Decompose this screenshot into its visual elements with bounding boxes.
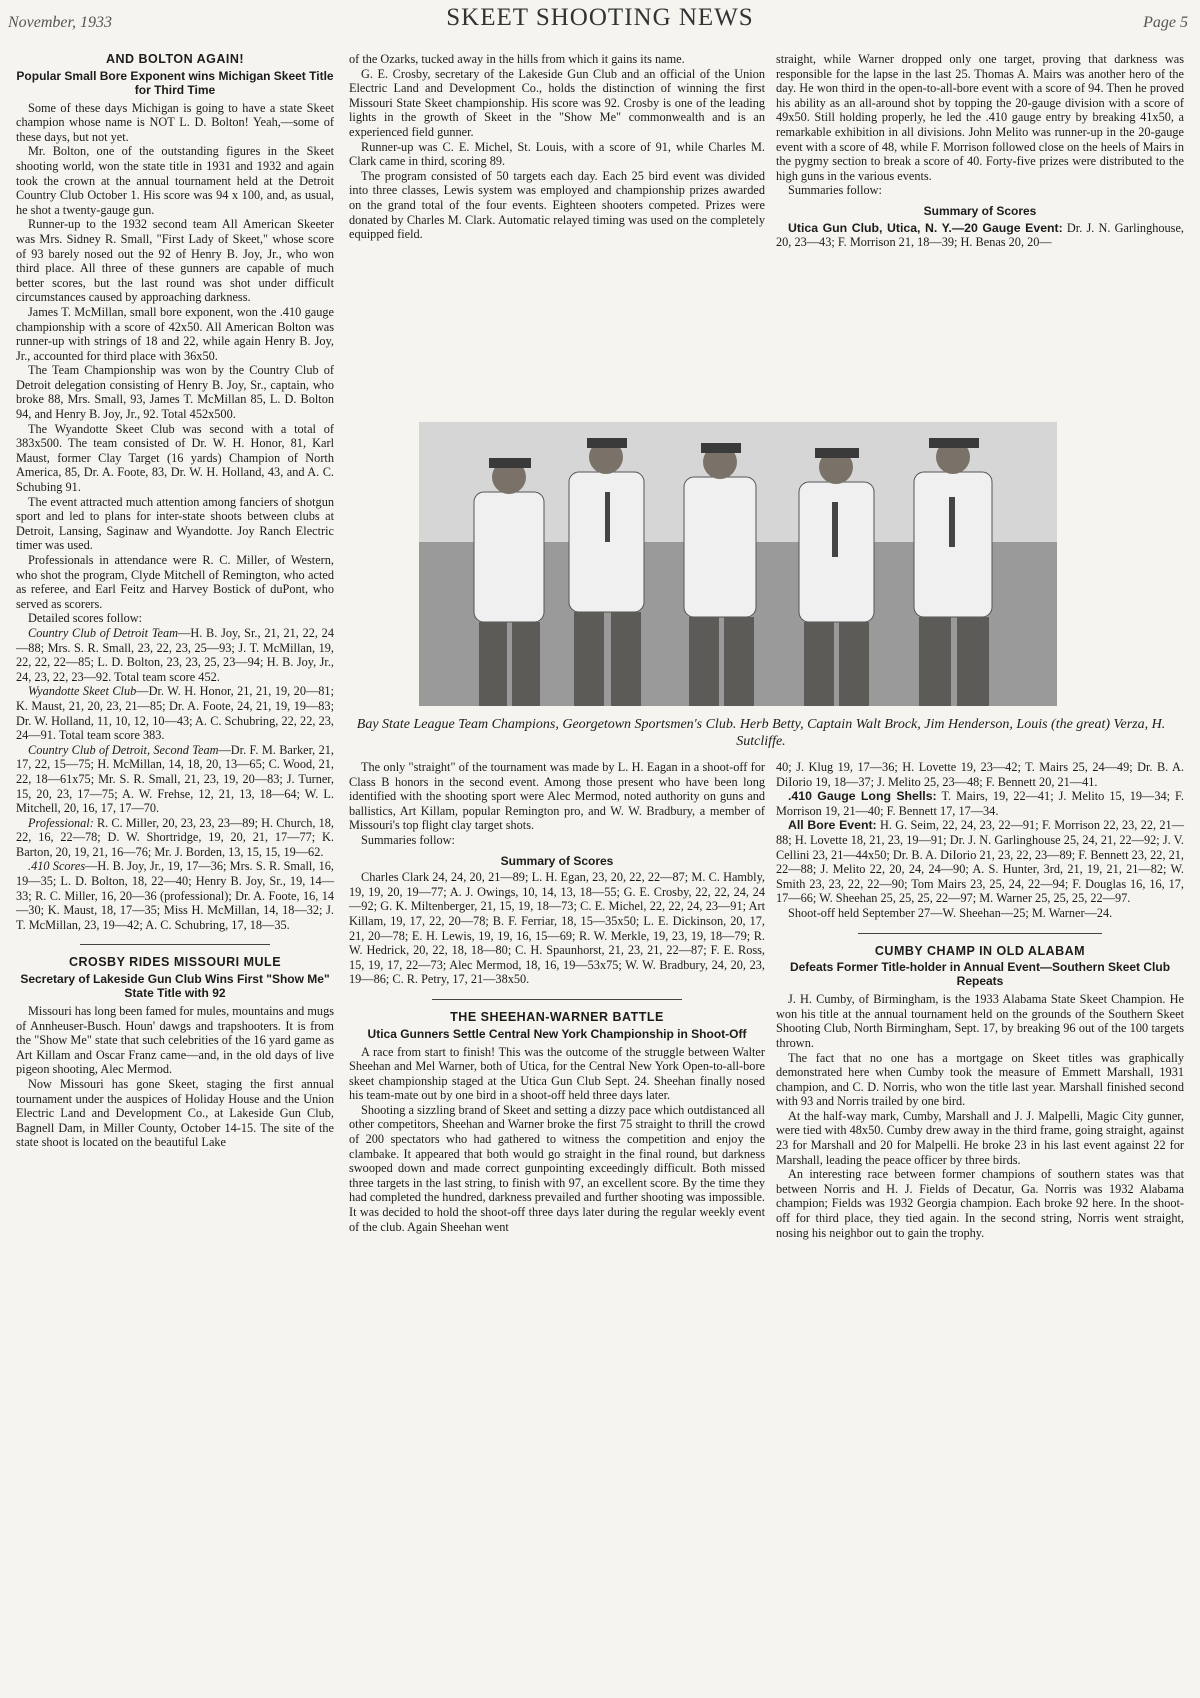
cumby-para: J. H. Cumby, of Birmingham, is the 1933 Alabama State Skeet Champion. He won his title at the annual tournament held on the grounds of the Southern Skeet Shooting Club, North Birmingham, Sept. 17, by breaking 96 out of the 100 targets thrown. xyxy=(776,992,1184,1050)
bolton-para: Some of these days Michigan is going to have a state Skeet champion whose name is NOT L. D. Bolton! Yeah,—some of these days, but not yet. xyxy=(16,100,334,144)
team-photo xyxy=(419,422,1057,706)
sheehan-subheading: Utica Gunners Settle Central New York Championship in Shoot-Off xyxy=(367,1026,747,1041)
shootoff-text: Shoot-off held September 27—W. Sheehan—25; M. Warner—24. xyxy=(788,905,1113,920)
score-text: —H. B. Joy, Jr., 19, 17—36; Mrs. S. R. Small, 16, 19—35; L. D. Bolton, 18, 22—40; Henry B. Joy, Sr., 19, 14—33; R. C. Miller, 16, 20—36 (professional); Dr. A. Foote, 16, 14—30; K. Maust, 18, 17—35; Miss H. McMillan, 14, 18—32; J. T. McMillan, 23, 19—42; A. C. Schubring, 17, 18—35. xyxy=(16,859,335,932)
score-entry xyxy=(16,743,334,816)
crosby-para: Missouri has long been famed for mules, mountains and mugs of Annheuser-Busch. Houn' dawgs and trapshooters. It is from the "Show Me" state that such celebrities of the 16 yard game as Art Killam and Oscar Franz came—and, in the old days of live pigeon shooting, Alec Mermod. xyxy=(16,1004,335,1077)
cumby-para: An interesting race between former champions of southern states was that between Norris and H. J. Fields of Decatur, Ga. Norris was 1932 Alabama champion; Fields was 1932 Georgia champion. Each broke 92 here. In the shoot-off for third place, they tied again. In the second string, Norris went straight, nosing his neighbor out to gain the trophy. xyxy=(776,1167,1184,1240)
sheehan-para: Shooting a sizzling brand of Skeet and setting a dizzy pace which outdistanced all other competitors, Sheehan and Warner broke the first 75 straight to thrill the crowd of 200 spectators who had gathered to witness the competition and enjoy the clambake. It appeared that both would go straight in the final round, but darkness swooped down and made correct gunpointing exceedingly difficult. Both missed three targets in the last string, to finish with 97, an excellent score. By the time they had completed the hundred, darkness prevailed and further shooting was impossible. It was decided to hold the shoot-off three days later during the regular weekly event of the club. Again Sheehan went xyxy=(349,1102,765,1234)
score-text: —Dr. W. H. Honor, 21, 21, 19, 20—81; K. Maust, 21, 20, 23, 21—85; Dr. A. Foote, 24, 21, 19, 19—83; Dr. W. Holland, 11, 10, 12, 10—43; A. C. Schubring, 22, 22, 23, 24—91. Total team score 383. xyxy=(16,684,334,743)
event-scores: T. Mairs, 19, 22—41; J. Melito 15, 19—34; F. Morrison 19, 21—40; F. Bennett 17, 17—34. xyxy=(776,789,1184,818)
event-label: All Bore Event: xyxy=(788,818,877,833)
bolton-heading: AND BOLTON AGAIN! xyxy=(105,52,245,66)
column-3-bottom xyxy=(776,760,1184,1240)
event-label: .410 Gauge Long Shells: xyxy=(788,789,937,804)
cumby-heading: CUMBY CHAMP IN OLD ALABAM xyxy=(874,943,1086,958)
sheehan-para: Summaries follow: xyxy=(788,183,882,198)
crosby-heading: CROSBY RIDES MISSOURI MULE xyxy=(68,955,282,970)
score-text: —Dr. F. M. Barker, 21, 17, 22, 15—75; H. McMillan, 14, 18, 20, 13—65; C. Wood, 21, 22, 18—61x75; Mr. S. R. Small, 21, 23, 19, 20—83; J. Turner, 15, 20, 23, 17—75; A. W. Frehse, 12, 21, 13, 18—64; W. L. Mitchell, 20, 16, 17, 17—70. xyxy=(16,742,334,816)
crosby-para: The only "straight" of the tournament was made by L. H. Eagan in a shoot-off for Class B honors in the second event. Among those present who have been long identified with the shooting sport were Alec Mermod, noted authority on guns and ballistics, Art Killam, popular Remington pro, and W. W. Bradbury, a member of Missouri's top flight clay target shots. xyxy=(349,760,765,833)
column-3-top xyxy=(776,52,1184,250)
score-entry xyxy=(16,816,334,860)
team-photo-image xyxy=(419,422,1057,706)
publication-title: SKEET SHOOTING NEWS xyxy=(446,4,754,31)
sheehan-heading: THE SHEEHAN-WARNER BATTLE xyxy=(450,1009,664,1024)
summary-text: Charles Clark 24, 24, 20, 21—89; L. H. Egan, 23, 20, 22, 22—87; M. C. Hambly, 19, 19, 20, 19—77; A. J. Owings, 10, 14, 13, 18—55; G. E. Crosby, 22, 22, 24, 24—92; G. K. Miltenberger, 21, 15, 19, 18—73; C. E. Michel, 22, 22, 24, 23—91; Art Killam, 19, 17, 22, 20—78; B. F. Ferriar, 18, 15—35x50; L. E. Dickinson, 20, 17, 21, 20—78; E. H. Lewis, 19, 19, 16, 15—69; R. W. Merkle, 19, 23, 19, 18—79; R. W. Hedrick, 20, 22, 18, 18—80; C. H. Spaunhorst, 21, 23, 21, 22—87; F. E. Ross, 15, 19, 17, 22—73; Alec Mermod, 18, 16, 19—53x75; W. W. Bradbury, 24, 20, 23, 19—86; C. R. Petry, 17, 21—38x50. xyxy=(349,870,765,987)
cumby-para: The fact that no one has a mortgage on Skeet titles was graphically demonstrated here when Cumby took the measure of Emmett Marshall, 1931 champion, and C. D. Norris, who won the title last year. Marshall finished second with 93 and Norris trailed by one bird. xyxy=(776,1050,1184,1109)
bolton-para: The Wyandotte Skeet Club was second with a total of 383x500. The team consisted of Dr. W. H. Honor, 81, Karl Maust, former Clay Target (16 yards) Champion of North America, 85, Dr. A. Foote, 83, Dr. W. H. Holland, 43, and A. C. Schubing 91. xyxy=(16,421,334,495)
summary-heading: Summary of Scores xyxy=(500,853,614,868)
crosby-para: Summaries follow: xyxy=(361,832,455,847)
event-scores: Dr. J. N. Garlinghouse, 20, 23—43; F. Morrison 21, 18—39; H. Benas 20, 20— xyxy=(776,220,1184,250)
summary-heading: Summary of Scores xyxy=(923,203,1037,218)
bolton-para: Runner-up to the 1932 second team All American Skeeter was Mrs. Sidney R. Small, "First Lady of Skeet," whose score of 93 barely nosed out the 92 of Henry B. Joy, Jr., who won third place. All three of these gunners are capable of much better scores, but the last round was shot under difficult circumstances caused by approaching darkness. xyxy=(16,217,334,305)
summary-text xyxy=(776,789,1184,818)
divider xyxy=(858,933,1103,934)
cumby-para: At the half-way mark, Cumby, Marshall and J. J. Malpelli, Magic City gunner, were tied with 48x50. Cumby drew away in the third frame, going straight, against 23 for Marshall and 20 for Malpelli. He broke 23 in his last event against 22 for Marshall, leading the peace officer by three birds. xyxy=(776,1108,1184,1167)
summary-text xyxy=(776,221,1184,250)
sheehan-para: A race from start to finish! This was the outcome of the struggle between Walter Sheehan and Mel Warner, both of Utica, for the Central New York Open-to-all-bore skeet championship staged at the Utica Gun Club Sept. 24. Sheehan finally nosed his team-mate out by one bird in a shoot-off held three days later. xyxy=(349,1044,765,1103)
bolton-subheading: Popular Small Bore Exponent wins Michigan Skeet Title for Third Time xyxy=(16,68,334,97)
crosby-para: of the Ozarks, tucked away in the hills from which it gains its name. xyxy=(349,52,685,66)
photo-caption: Bay State League Team Champions, Georgetown Sportsmen's Club. Herb Betty, Captain Walt Brock, Jim Henderson, Louis (the great) Verza, H. Sutcliffe. xyxy=(356,717,1166,749)
column-1 xyxy=(16,52,334,1150)
divider xyxy=(80,944,271,945)
score-label: Professional: xyxy=(28,815,94,830)
cumby-subheading: Defeats Former Title-holder in Annual Event—Southern Skeet Club Repeats xyxy=(789,960,1171,989)
score-entry xyxy=(16,859,334,932)
bolton-para: The event attracted much attention among fanciers of shotgun sport and led to plans for inter-state shoots between clubs at Detroit, Lansing, Saginaw and Wyandotte. Joy Ranch Electric timer was used. xyxy=(16,494,334,553)
crosby-subheading: Secretary of Lakeside Gun Club Wins First "Show Me" State Title with 92 xyxy=(20,972,330,1001)
score-entry xyxy=(16,684,334,742)
crosby-para: Runner-up was C. E. Michel, St. Louis, with a score of 91, while Charles M. Clark came in third, scoring 89. xyxy=(349,139,765,169)
sheehan-para: straight, while Warner dropped only one target, proving that darkness was responsible for the lapse in the last 25. Thomas A. Mairs was another hero of the day. He won third in the open-to-all-bore event with a score of 94. Then he proved his ability as an all-around shot by topping the 20-gauge division with a score of 49x50. Still holding properly, he led the .410 gauge entry by breaking 41x50, a remarkable exhibition in all divisions. John Melito was runner-up in the 20-gauge event with a score of 48, while F. Morrison followed close on the heels of Mairs in the pygmy section to break a score of 40. Forty-five prizes were distributed to the high guns in the various events. xyxy=(776,52,1184,183)
column-2-top xyxy=(349,52,765,242)
bolton-para: James T. McMillan, small bore exponent, won the .410 gauge championship with a score of 42x50. All American Bolton was runner-up with strings of 18 and 22, while again Henry B. Joy, Jr., accounted for third place with 36x50. xyxy=(16,304,334,363)
bolton-para: The Team Championship was won by the Country Club of Detroit delegation consisting of Henry B. Joy, Sr., captain, who broke 88, Mrs. Small, 93, James T. McMillan 85, L. D. Bolton 94, and Henry B. Joy, Jr., 92. Total 452x500. xyxy=(16,363,334,422)
summary-text xyxy=(776,818,1184,906)
score-label: Country Club of Detroit, Second Team xyxy=(28,742,219,757)
divider xyxy=(432,999,682,1000)
column-2-bottom xyxy=(349,760,765,1234)
summary-text: 40; J. Klug 19, 17—36; H. Lovette 19, 23—42; T. Mairs 25, 24—49; Dr. B. A. DiIorio 19, 18—37; J. Melito 25, 23—48; F. Bennett 20, 21—41. xyxy=(776,760,1184,789)
bolton-para: Detailed scores follow: xyxy=(28,611,143,626)
score-entry xyxy=(16,626,334,684)
score-label: Country Club of Detroit Team xyxy=(28,625,179,640)
bolton-para: Mr. Bolton, one of the outstanding figures in the Skeet shooting world, won the state title in 1931 and 1932 and again took the crown at the annual tournament held at the Detroit Country Club October 1. His score was 94 x 100, and, as usual, he shot a twenty-gauge gun. xyxy=(16,144,334,217)
score-label: Wyandotte Skeet Club xyxy=(28,684,137,699)
event-scores: H. G. Seim, 22, 24, 23, 22—91; F. Morrison 22, 23, 22, 21—88; H. Lovette 18, 21, 23, 19—91; Dr. J. N. Garlinghouse 25, 24, 21, 22—92; J. V. Cellini 23, 21—44x50; Dr. B. A. DiIorio 21, 23, 22, 23—89; F. Bennett 23, 22, 21, 22—88; J. Melito 22, 20, 24, 24—90; A. S. Hunter, 3rd, 21, 19, 21, 21—82; W. Smith 23, 23, 22, 22—90; Tom Mairs 23, 25, 24, 22—94; F. Douglas 16, 16, 17, 17—66; W. Sheehan 25, 25, 25, 22—97; M. Warner 25, 25, 25, 22—97. xyxy=(776,818,1184,906)
page-number: Page 5 xyxy=(1143,14,1188,31)
event-label: Utica Gun Club, Utica, N. Y.—20 Gauge Event: xyxy=(788,220,1063,235)
page-header xyxy=(0,0,1200,40)
issue-date: November, 1933 xyxy=(8,14,112,31)
crosby-para: G. E. Crosby, secretary of the Lakeside Gun Club and an official of the Union Electric Land and Development Co., holds the distinction of winning the first Missouri State Skeet championship. His score was 92. Crosby is one of the leading lights in the growth of Skeet in the "Show Me" commonwealth and is an experienced field gunner. xyxy=(349,66,765,139)
crosby-para: Now Missouri has gone Skeet, staging the first annual tournament under the auspices of Holiday House and the Union Electric Land and Development Co., at Lakeside Gun Club, Bagnell Dam, in Miller County, October 14-15. The site of the state shoot is located on the beautiful Lake xyxy=(16,1077,334,1150)
crosby-para: The program consisted of 50 targets each day. Each 25 bird event was divided into three classes, Lewis system was employed and championship prizes awarded on the grand total of the four events. Eighteen shooters competed. Prizes were donated by Charles M. Clark. Automatic relayed timing was used on the completely equipped field. xyxy=(349,168,765,242)
bolton-para: Professionals in attendance were R. C. Miller, of Western, who shot the program, Clyde Mitchell of Remington, who acted as referee, and Earl Feitz and Harvey Bostick of duPont, who served as scorers. xyxy=(16,553,334,611)
score-label: .410 Scores xyxy=(28,859,86,874)
score-text: —H. B. Joy, Sr., 21, 21, 22, 24—88; Mrs. S. R. Small, 23, 22, 23, 25—93; J. T. McMillan, 19, 22, 22, 22—85; L. D. Bolton, 23, 23, 25, 23—94; H. B. Joy, Jr., 24, 23, 22, 23—92. Total team score 452. xyxy=(16,625,334,684)
score-text: R. C. Miller, 20, 23, 23, 23—89; H. Church, 18, 22, 16, 22—78; D. W. Shortridge, 19, 20, 21, 17—77; K. Barton, 20, 19, 21, 16—76; Mr. J. Borden, 13, 15, 15, 19—62. xyxy=(16,815,334,859)
